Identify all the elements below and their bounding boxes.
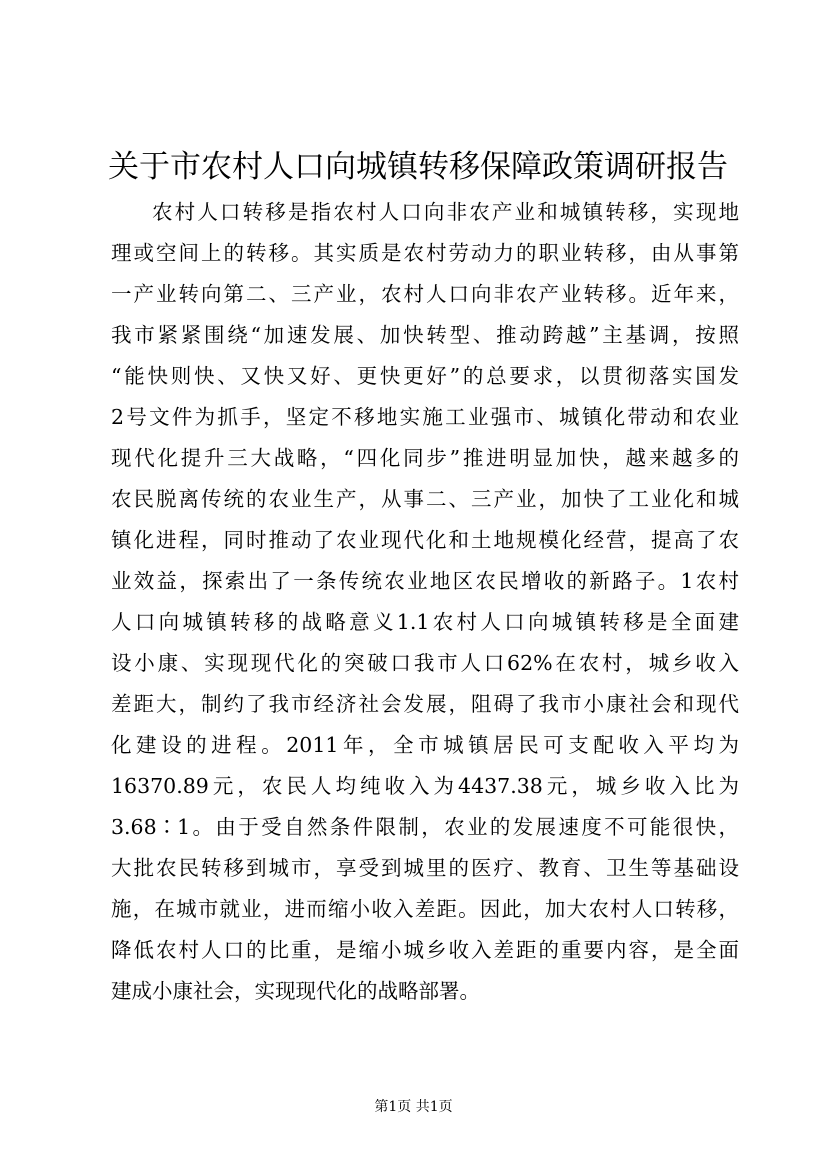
- paragraph-line: 业效益，探索出了一条传统农业地区农民增收的新路子。1农村: [111, 569, 739, 593]
- paragraph-line: 人口向城镇转移的战略意义1.1农村人口向城镇转移是全面建: [111, 610, 739, 634]
- paragraph-line: 现代化提升三大战略，“四化同步”推进明显加快，越来越多的: [111, 446, 739, 470]
- paragraph-line: 降低农村人口的比重，是缩小城乡收入差距的重要内容，是全面: [111, 938, 739, 962]
- document-body: [111, 192, 739, 1012]
- paragraph-line: 差距大，制约了我市经济社会发展，阻碍了我市小康社会和现代: [111, 692, 739, 716]
- paragraph-line: 16370.89元，农民人均纯收入为4437.38元，城乡收入比为: [111, 774, 739, 798]
- paragraph-line: 一产业转向第二、三产业，农村人口向非农产业转移。近年来，: [111, 282, 739, 306]
- page-number-footer: 第1页 共1页: [374, 1099, 453, 1115]
- paragraph-line: 3.68∶1。由于受自然条件限制，农业的发展速度不可能很快，: [111, 815, 739, 839]
- paragraph-line: 设小康、实现现代化的突破口我市人口62%在农村，城乡收入: [111, 651, 739, 675]
- paragraph-line: 我市紧紧围绕“加速发展、加快转型、推动跨越”主基调，按照: [111, 323, 739, 347]
- paragraph-line: “能快则快、又快又好、更快更好”的总要求，以贯彻落实国发: [111, 364, 739, 388]
- paragraph-line: 农村人口转移是指农村人口向非农产业和城镇转移，实现地: [152, 200, 739, 224]
- paragraph-line: 理或空间上的转移。其实质是农村劳动力的职业转移，由从事第: [111, 241, 739, 265]
- paragraph-line: 施，在城市就业，进而缩小收入差距。因此，加大农村人口转移，: [111, 897, 739, 921]
- paragraph-line: 镇化进程，同时推动了农业现代化和土地规模化经营，提高了农: [111, 528, 739, 552]
- paragraph-line: 农民脱离传统的农业生产，从事二、三产业，加快了工业化和城: [111, 487, 739, 511]
- paragraph-line: 大批农民转移到城市，享受到城里的医疗、教育、卫生等基础设: [111, 856, 739, 880]
- paragraph-line: 化建设的进程。2011年，全市城镇居民可支配收入平均为: [111, 733, 739, 757]
- paragraph-line: 2号文件为抓手，坚定不移地实施工业强市、城镇化带动和农业: [111, 405, 739, 429]
- paragraph-line: 建成小康社会，实现现代化的战略部署。: [111, 979, 480, 1003]
- page-title: 关于市农村人口向城镇转移保障政策调研报告: [108, 149, 728, 185]
